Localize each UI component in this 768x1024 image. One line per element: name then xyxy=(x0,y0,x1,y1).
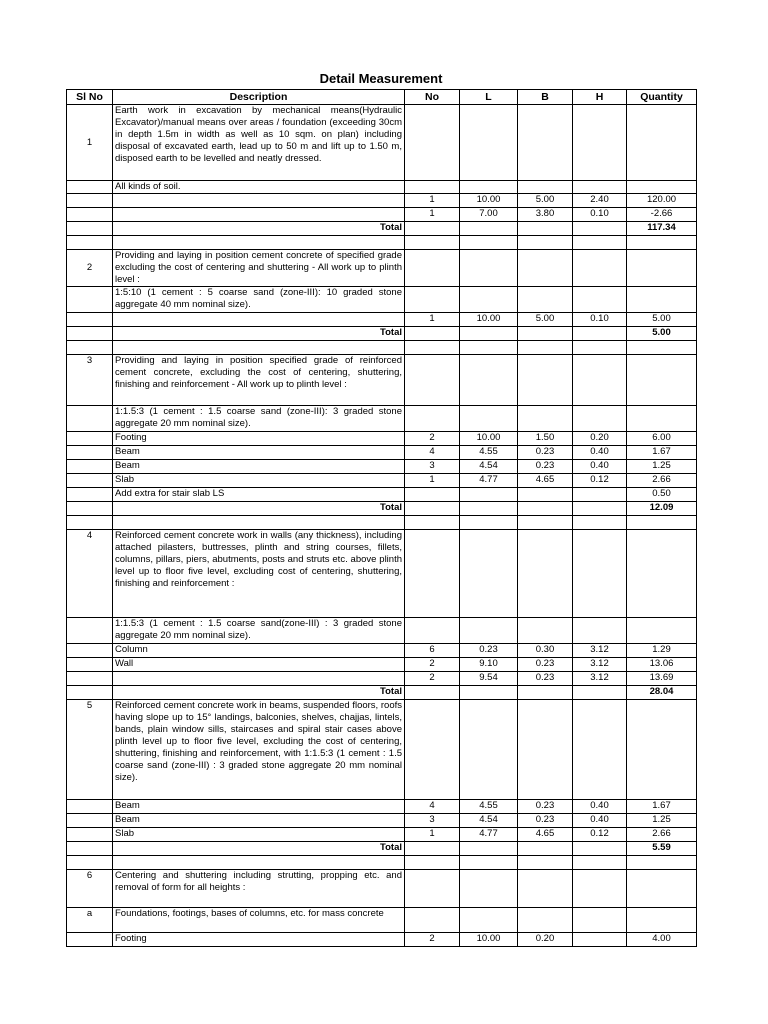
row-quantity: 1.67 xyxy=(627,800,697,814)
table-row xyxy=(67,618,697,644)
header-h: H xyxy=(573,90,627,105)
row-l: 4.77 xyxy=(460,828,518,842)
item-sl-no: 6 xyxy=(67,870,113,908)
row-no: 1 xyxy=(405,474,460,488)
row-b: 5.00 xyxy=(518,194,573,208)
row-l: 4.54 xyxy=(460,814,518,828)
row-quantity: 2.66 xyxy=(627,474,697,488)
row-b: 0.23 xyxy=(518,672,573,686)
total-label: Total xyxy=(113,222,405,236)
row-quantity: 1.29 xyxy=(627,644,697,658)
item-sl-no: 3 xyxy=(67,355,113,406)
row-quantity: 0.50 xyxy=(627,488,697,502)
page-title: Detail Measurement xyxy=(319,71,443,86)
table-row xyxy=(67,181,697,194)
row-l: 4.77 xyxy=(460,474,518,488)
row-description: Beam xyxy=(113,814,405,828)
row-b: 0.23 xyxy=(518,800,573,814)
row-l: 0.23 xyxy=(460,644,518,658)
row-l: 7.00 xyxy=(460,208,518,222)
row-b: 0.30 xyxy=(518,644,573,658)
row-no: 2 xyxy=(405,432,460,446)
row-no: 3 xyxy=(405,460,460,474)
row-l: 4.55 xyxy=(460,800,518,814)
row-description xyxy=(113,313,405,327)
row-b: 0.23 xyxy=(518,658,573,672)
row-no: 3 xyxy=(405,814,460,828)
row-h: 0.12 xyxy=(573,474,627,488)
table-row xyxy=(67,194,697,208)
row-quantity: 1.25 xyxy=(627,814,697,828)
total-row xyxy=(67,327,697,341)
header-quantity: Quantity xyxy=(627,90,697,105)
row-l: 10.00 xyxy=(460,933,518,947)
table-row xyxy=(67,446,697,460)
total-value: 5.59 xyxy=(627,842,697,856)
row-h: 0.12 xyxy=(573,828,627,842)
header-b: B xyxy=(518,90,573,105)
row-description: Footing xyxy=(113,933,405,947)
row-no: 2 xyxy=(405,672,460,686)
table-row xyxy=(67,406,697,432)
item-description: Reinforced cement concrete work in beams, suspended floors, roofs having slope up to 15° landings, balconies, shelves, chajjas, lintels, bands, plain window sills, staircases and spiral stair cases above plinth level up to floor five level, excluding the cost of centering, shuttering, finishing and reinforcement, with 1:1.5:3 (1 cement : 1.5 coarse sand (zone-III) : 3 graded stone aggregate 20 mm nominal size). xyxy=(113,700,405,800)
row-quantity: 4.00 xyxy=(627,933,697,947)
row-b: 0.23 xyxy=(518,460,573,474)
table-row xyxy=(67,908,697,933)
row-description: Slab xyxy=(113,474,405,488)
row-h: 0.20 xyxy=(573,432,627,446)
total-label: Total xyxy=(113,686,405,700)
row-l: 4.54 xyxy=(460,460,518,474)
total-row xyxy=(67,686,697,700)
row-no: 2 xyxy=(405,933,460,947)
row-h xyxy=(573,933,627,947)
row-b: 5.00 xyxy=(518,313,573,327)
row-description: Wall xyxy=(113,658,405,672)
header-sl-no: Sl No xyxy=(67,90,113,105)
total-label: Total xyxy=(113,327,405,341)
row-quantity: 120.00 xyxy=(627,194,697,208)
table-row xyxy=(67,250,697,287)
row-h: 0.40 xyxy=(573,800,627,814)
table-row xyxy=(67,644,697,658)
row-description: Beam xyxy=(113,446,405,460)
table-row xyxy=(67,700,697,800)
row-h: 0.40 xyxy=(573,446,627,460)
row-h: 3.12 xyxy=(573,658,627,672)
table-row xyxy=(67,658,697,672)
row-quantity: 13.06 xyxy=(627,658,697,672)
row-l xyxy=(460,488,518,502)
row-quantity: 2.66 xyxy=(627,828,697,842)
table-row xyxy=(67,828,697,842)
header-l: L xyxy=(460,90,518,105)
row-l: 9.10 xyxy=(460,658,518,672)
table-row xyxy=(67,800,697,814)
row-b: 0.20 xyxy=(518,933,573,947)
row-l: 9.54 xyxy=(460,672,518,686)
item-description: Providing and laying in position cement concrete of specified grade excluding the cost of centering and shuttering - All work up to plinth level : xyxy=(113,250,405,287)
row-description xyxy=(113,672,405,686)
total-row xyxy=(67,222,697,236)
measurement-table xyxy=(66,89,697,947)
row-description: Add extra for stair slab LS xyxy=(113,488,405,502)
table-row xyxy=(67,313,697,327)
spacer-row xyxy=(67,856,697,870)
table-row xyxy=(67,105,697,181)
row-l: 4.55 xyxy=(460,446,518,460)
table-row xyxy=(67,287,697,313)
row-l: 10.00 xyxy=(460,313,518,327)
row-h xyxy=(573,488,627,502)
row-description: Beam xyxy=(113,800,405,814)
row-b: 4.65 xyxy=(518,474,573,488)
table-row xyxy=(67,814,697,828)
header-row xyxy=(67,90,697,105)
row-quantity: 1.67 xyxy=(627,446,697,460)
row-b: 1.50 xyxy=(518,432,573,446)
row-no: 2 xyxy=(405,658,460,672)
total-value: 5.00 xyxy=(627,327,697,341)
total-value: 12.09 xyxy=(627,502,697,516)
header-no: No xyxy=(405,90,460,105)
table-row xyxy=(67,488,697,502)
item-description: Centering and shuttering including strutting, propping etc. and removal of form for all heights : xyxy=(113,870,405,908)
row-description xyxy=(113,208,405,222)
row-no: 1 xyxy=(405,828,460,842)
row-description xyxy=(113,194,405,208)
total-value: 117.34 xyxy=(627,222,697,236)
header-description: Description xyxy=(113,90,405,105)
row-quantity: 6.00 xyxy=(627,432,697,446)
row-quantity: 5.00 xyxy=(627,313,697,327)
table-row xyxy=(67,355,697,406)
row-b: 0.23 xyxy=(518,814,573,828)
row-l: 10.00 xyxy=(460,432,518,446)
row-quantity: 13.69 xyxy=(627,672,697,686)
table-row xyxy=(67,432,697,446)
row-h: 0.40 xyxy=(573,814,627,828)
row-description: Slab xyxy=(113,828,405,842)
row-no: 1 xyxy=(405,194,460,208)
row-h: 0.40 xyxy=(573,460,627,474)
item-sl-no: 2 xyxy=(67,250,113,287)
table-row xyxy=(67,933,697,947)
row-quantity: 1.25 xyxy=(627,460,697,474)
row-b xyxy=(518,488,573,502)
item-sub-description: Foundations, footings, bases of columns, etc. for mass concrete xyxy=(113,908,405,933)
row-description: Beam xyxy=(113,460,405,474)
row-h: 3.12 xyxy=(573,644,627,658)
table-row xyxy=(67,208,697,222)
item-description: Earth work in excavation by mechanical means(Hydraulic Excavator)/manual means over areas / foundation (exceeding 30cm in depth 1.5m in width as well as 10 sqm. on plan) including disposal of excavated earth, lead up to 50 m and lift up to 1.50 m, disposed earth to be levelled and neatly dressed. xyxy=(113,105,405,181)
item-sub-sl-no: a xyxy=(67,908,113,933)
total-label: Total xyxy=(113,842,405,856)
total-value: 28.04 xyxy=(627,686,697,700)
row-h: 0.10 xyxy=(573,313,627,327)
total-label: Total xyxy=(113,502,405,516)
item-sl-no: 4 xyxy=(67,530,113,618)
row-l: 10.00 xyxy=(460,194,518,208)
table-row xyxy=(67,672,697,686)
item-sub-description: 1:5:10 (1 cement : 5 coarse sand (zone-III): 10 graded stone aggregate 40 mm nominal size). xyxy=(113,287,405,313)
row-no: 1 xyxy=(405,313,460,327)
row-quantity: -2.66 xyxy=(627,208,697,222)
row-b: 4.65 xyxy=(518,828,573,842)
table-row xyxy=(67,530,697,618)
item-description: Reinforced cement concrete work in walls (any thickness), including attached pilasters, buttresses, plinth and string courses, fillets, columns, pillars, piers, abutments, posts and struts etc. above plinth level up to floor five level, excluding cost of centering, shuttering, finishing and reinforcement : xyxy=(113,530,405,618)
total-row xyxy=(67,842,697,856)
row-b: 0.23 xyxy=(518,446,573,460)
item-sub-description: All kinds of soil. xyxy=(113,181,405,194)
row-no: 4 xyxy=(405,446,460,460)
total-row xyxy=(67,502,697,516)
item-sub-description: 1:1.5:3 (1 cement : 1.5 coarse sand (zone-III): 3 graded stone aggregate 20 mm nominal size). xyxy=(113,406,405,432)
spacer-row xyxy=(67,516,697,530)
item-sl-no: 1 xyxy=(67,105,113,181)
row-no: 6 xyxy=(405,644,460,658)
spacer-row xyxy=(67,236,697,250)
row-h: 0.10 xyxy=(573,208,627,222)
row-no: 1 xyxy=(405,208,460,222)
table-row xyxy=(67,870,697,908)
row-no xyxy=(405,488,460,502)
table-row xyxy=(67,460,697,474)
row-description: Footing xyxy=(113,432,405,446)
item-sl-no: 5 xyxy=(67,700,113,800)
spacer-row xyxy=(67,341,697,355)
row-b: 3.80 xyxy=(518,208,573,222)
item-description: Providing and laying in position specified grade of reinforced cement concrete, excluding the cost of centering, shuttering, finishing and reinforcement - All work up to plinth level : xyxy=(113,355,405,406)
row-h: 3.12 xyxy=(573,672,627,686)
row-description: Column xyxy=(113,644,405,658)
item-sub-description: 1:1.5:3 (1 cement : 1.5 coarse sand(zone-III) : 3 graded stone aggregate 20 mm nominal size). xyxy=(113,618,405,644)
row-no: 4 xyxy=(405,800,460,814)
table-row xyxy=(67,474,697,488)
row-h: 2.40 xyxy=(573,194,627,208)
